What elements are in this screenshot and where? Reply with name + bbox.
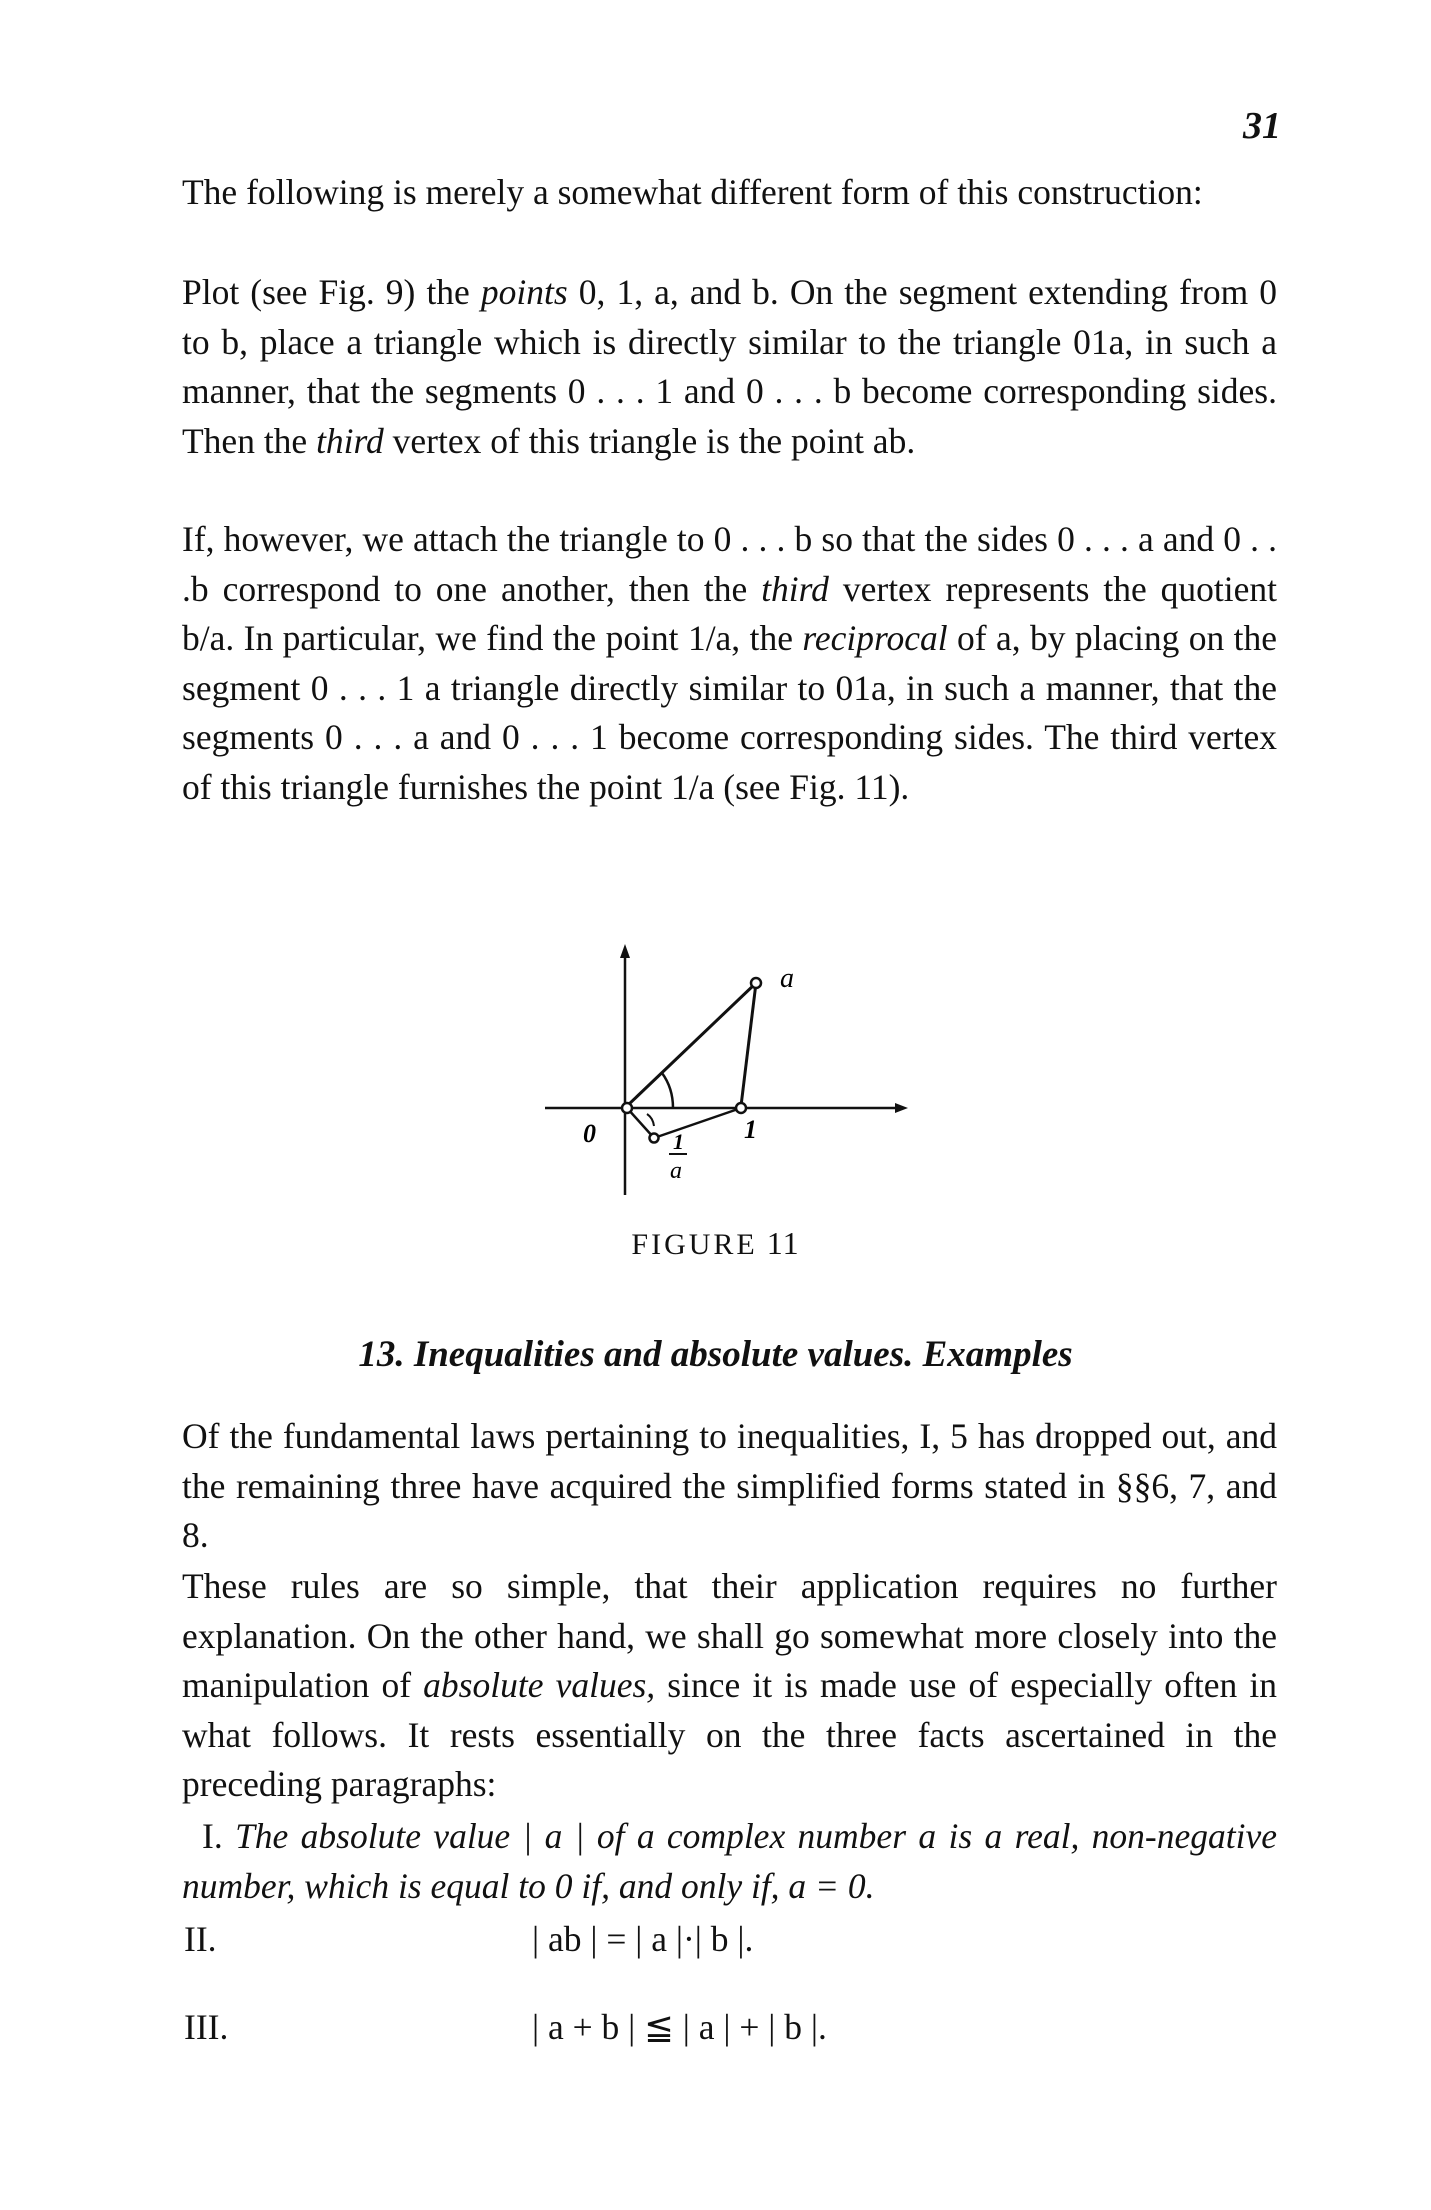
angle-arc-large	[662, 1073, 673, 1108]
emphasis-third-2: third	[761, 568, 829, 609]
paragraph-quotient	[182, 515, 1277, 812]
paragraph-plot	[182, 268, 1277, 466]
emphasis-points: points	[480, 272, 568, 312]
law-three-number: III.	[184, 2007, 229, 2047]
law-two-formula: | ab | = | a |·| b |.	[532, 1919, 754, 1959]
law-one	[182, 1812, 1277, 1911]
y-axis-arrow	[620, 944, 630, 958]
figure-caption	[0, 1225, 1431, 1262]
paragraph-plot-text-c: vertex of this triangle is the point ab.	[383, 420, 916, 461]
figure-caption-word: FIGURE	[631, 1228, 758, 1261]
segment-a-1	[741, 983, 756, 1106]
segment-inv-a-1	[654, 1108, 741, 1138]
paragraph-quotient-text-b: vertex represents the quotient b/a. In particular, we find the point 1/a, the	[182, 568, 1277, 658]
segment-0-a	[627, 983, 756, 1106]
label-a: a	[780, 963, 794, 994]
x-axis-arrow	[895, 1103, 908, 1113]
paragraph-intro-text: The following is merely a somewhat different form of this construction:	[182, 172, 1203, 212]
emphasis-third: third	[316, 420, 384, 461]
section-paragraph-1	[182, 1412, 1277, 1561]
emphasis-absolute-values: absolute values,	[423, 1665, 656, 1705]
law-one-text: The absolute value | a | of a complex number a is a real, non-negative number, which is equal to 0 if, and only if, a = 0.	[182, 1816, 1277, 1906]
emphasis-reciprocal: reciprocal	[802, 618, 948, 658]
label-one: 1	[744, 1115, 757, 1144]
paragraph-quotient-text-c: of a, by placing on the segment 0 . . . 1 a triangle directly similar to 01a, in such a manner, that the segments 0 . . . a and 0 . . . 1 become corresponding sides. The third vertex of this triangle furnishes the point 1/a (see Fig. 11).	[182, 618, 1278, 807]
law-three-formula: | a + b | ≦ | a | + | b |.	[532, 2007, 827, 2047]
point-one	[736, 1103, 746, 1113]
section-paragraph-2-text-a: These rules are so simple, that their application requires no further explanation. On the other hand, we shall go somewhat more closely into the manipulation of	[182, 1566, 1277, 1705]
section-paragraph-2-text-b: since it is made use of especially often in what follows. It rests essentially on the three facts ascertained in the preceding paragraphs:	[182, 1665, 1277, 1804]
section-heading: 13. Inequalities and absolute values. Examples	[358, 1334, 1073, 1375]
point-zero	[622, 1103, 632, 1113]
law-three	[182, 2006, 1277, 2056]
point-a	[751, 978, 761, 988]
law-two	[182, 1918, 1277, 1968]
section-paragraph-1-text: Of the fundamental laws pertaining to inequalities, I, 5 has dropped out, and the remaining three have acquired the simplified forms stated in §§6, 7, and 8.	[182, 1416, 1277, 1555]
law-two-number: II.	[184, 1919, 217, 1959]
paragraph-quotient-text-a: If, however, we attach the triangle to 0 . . . b so that the sides 0 . . . a and 0 . . .b correspond to one another, then the	[182, 519, 1277, 609]
figure-caption-number: 11	[766, 1225, 800, 1261]
figure-11-diagram	[530, 940, 930, 1210]
section-paragraph-2	[182, 1562, 1277, 1810]
label-frac-num: 1	[673, 1129, 684, 1154]
label-zero: 0	[583, 1119, 596, 1148]
point-inv-a	[650, 1134, 659, 1143]
law-one-number: I.	[202, 1816, 236, 1856]
angle-arc-small	[647, 1114, 654, 1126]
paragraph-plot-text-b: 0, 1, a, and b. On the segment extending from 0 to b, place a triangle which is directly similar to the triangle 01a, in such a manner, that the segments 0 . . . 1 and 0 . . . b become corresponding sides. Then the	[182, 272, 1277, 461]
label-frac-den: a	[670, 1158, 682, 1184]
paragraph-plot-text-a: Plot (see Fig. 9) the	[182, 272, 481, 312]
page-number: 31	[1243, 105, 1281, 147]
paragraph-intro	[182, 168, 1277, 218]
